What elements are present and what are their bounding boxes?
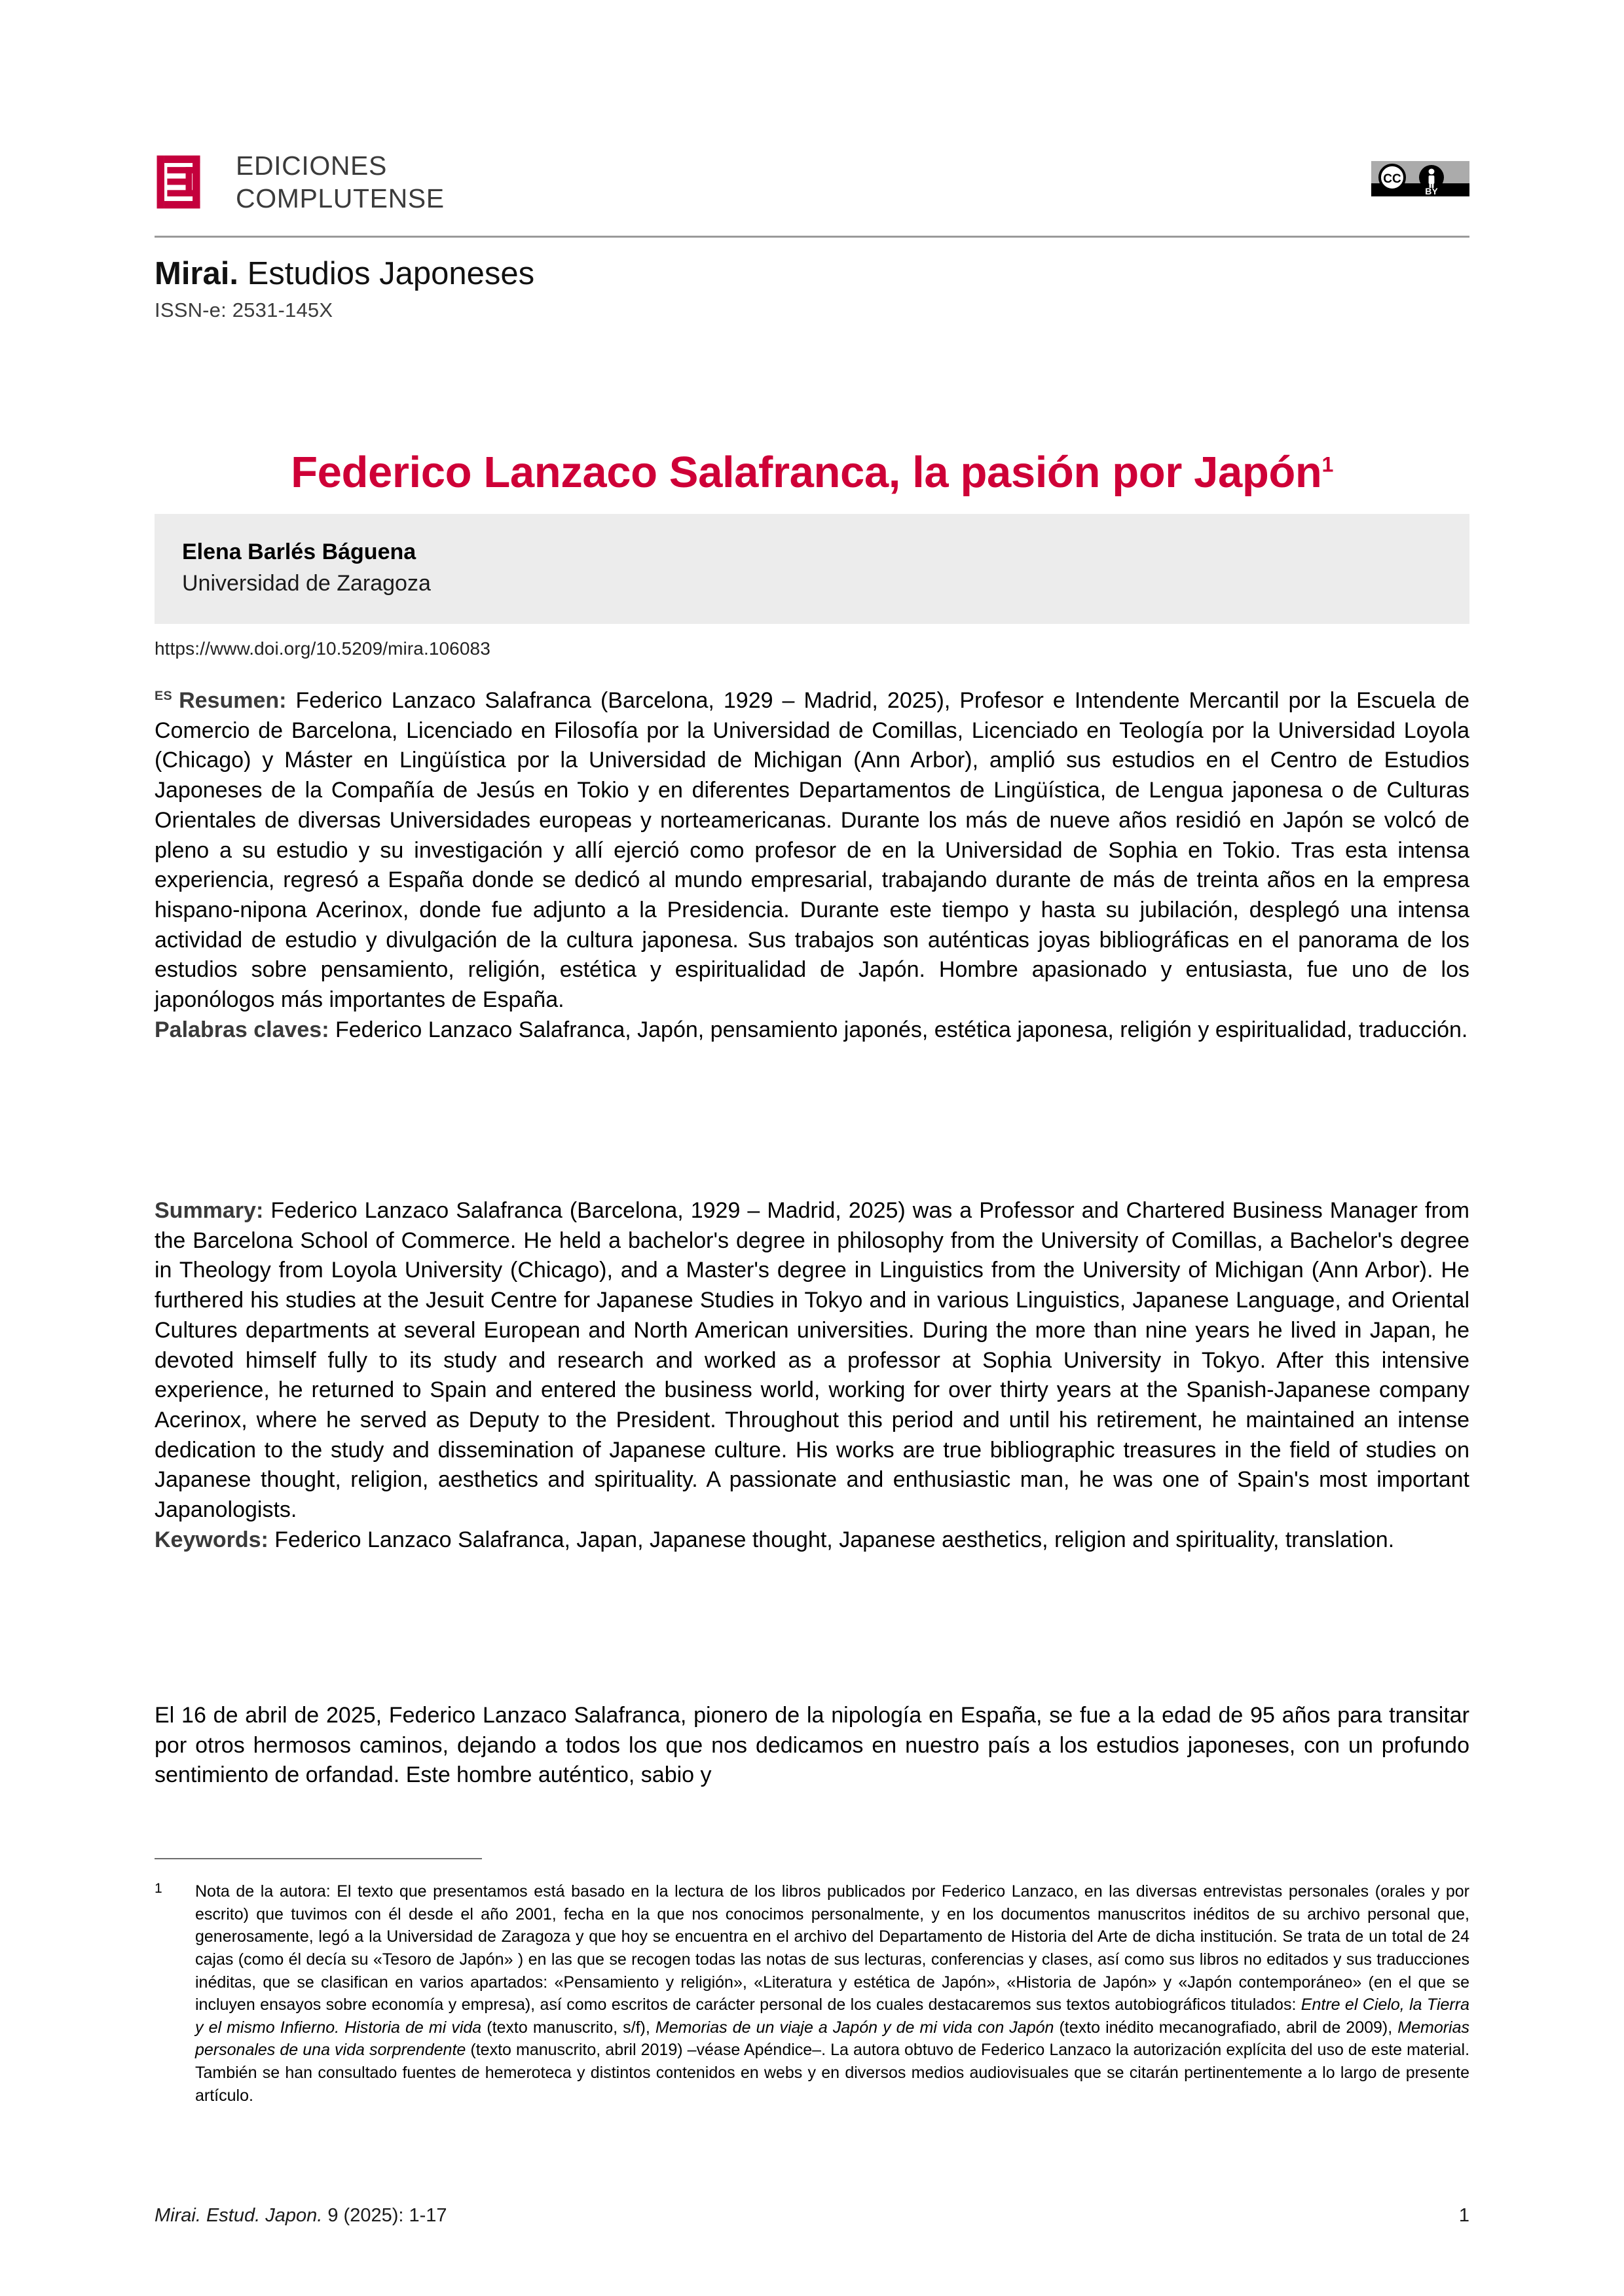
footnote-italic-1: Entre el Cielo, la Tierra y el mismo Infierno. Historia de mi vida [195, 1995, 1469, 2037]
author-affiliation: Universidad de Zaragoza [182, 571, 431, 596]
publisher-name [236, 149, 445, 215]
journal-title [155, 255, 1469, 293]
palabras-claves-line [155, 1015, 1469, 1046]
page-number: 1 [1458, 2205, 1469, 2226]
publisher-name-line2: COMPLUTENSE [236, 183, 445, 214]
journal-identity [155, 255, 1469, 322]
footnote-part-4: (texto manuscrito, abril 2019) –véase Apéndice–. La autora obtuvo de Federico Lanzaco la autorización explícita del uso de este material. También se han consultado fuentes de hemeroteca y distintos contenidos en webs y en diversos medios audiovisuales que se citarán pertinentemente a lo largo de presente artículo. [195, 2041, 1470, 2105]
footnote-text [195, 1880, 1469, 2107]
body-paragraph-1: El 16 de abril de 2025, Federico Lanzaco Salafranca, pionero de la nipología en España, se fue a la edad de 95 años para transitar por otros hermosos caminos, dejando a todos los que nos dedicamos en nuestro país a los estudios japoneses, con un profundo sentimiento de orfandad. Este hombre auténtico, sabio y [155, 1703, 1469, 1788]
author-name: Elena Barlés Báguena [182, 539, 416, 564]
publisher-name-line1: EDICIONES [236, 151, 387, 181]
footnote-divider [155, 1858, 482, 1859]
abstract-english [155, 1196, 1469, 1556]
svg-text:BY: BY [1425, 186, 1438, 196]
footer-citation [155, 2205, 447, 2227]
footnote-part-1: Nota de la autora: El texto que presentamos está basado en la lectura de los libros publicados por Federico Lanzaco, en las diversas entrevistas personales (orales y por escrito) que tuvimos con él desde el año 2001, fecha en la que nos conocimos personalmente, y en los documentos manuscritos inéditos de su archivo personal que, generosamente, legó a la Universidad de Zaragoza y que hoy se encuentra en el archivo del Departamento de Historia del Arte de dicha institución. Se trata de un total de 24 cajas (como él decía su «Tesoro de Japón» ) en las que se recogen todas las notas de sus lecturas, conferencias y clases, así como sus libros no editados y sus traducciones inéditas, que se clasifican en varios apartados: «Pensamiento y religión», «Literatura y estética de Japón», «Historia de Japón» y «Japón contemporáneo» (en el que se incluyen ensayos sobre economía y empresa), así como escritos de carácter personal de los cuales destacaremos sus textos autobiográficos titulados: [195, 1882, 1469, 2014]
footnote-italic-2: Memorias de un viaje a Japón y de mi vida con Japón [655, 2018, 1054, 2037]
article-title [155, 448, 1469, 497]
footnote-marker: 1 [155, 1881, 162, 1896]
keywords-text: Federico Lanzaco Salafranca, Japan, Japanese thought, Japanese aesthetics, religion and spirituality, translation. [268, 1527, 1395, 1552]
title-footnote-marker[interactable]: 1 [1321, 452, 1333, 477]
footnote-italic-3: Memorias personales de una vida sorprendente [195, 2018, 1470, 2060]
summary-text: Federico Lanzaco Salafranca (Barcelona, 1929 – Madrid, 2025) was a Professor and Chartered Business Manager from the Barcelona School of Commerce. He held a bachelor's degree in philosophy from the University of Comillas, a Bachelor's degree in Theology from Loyola University (Chicago), and a Master's degree in Linguistics from the University of Michigan (Ann Arbor). He furthered his studies at the Jesuit Centre for Japanese Studies in Tokyo and in various Linguistics, Japanese Language, and Oriental Cultures departments at several European and North American universities. During the more than nine years he lived in Japan, he devoted himself fully to its study and research and worked as a professor at Sophia University in Tokyo. After this intensive experience, he returned to Spain and entered the business world, working for over thirty years at the Spanish-Japanese company Acerinox, where he served as Deputy to the President. Throughout this period and until his retirement, he maintained an intense dedication to the study and dissemination of Japanese culture. His works are true bibliographic treasures in the field of studies on Japanese thought, religion, aesthetics and spirituality. A passionate and enthusiastic man, he was one of Spain's most important Japanologists. [155, 1198, 1469, 1523]
language-tag-es: ES [155, 688, 173, 703]
palabras-claves-text: Federico Lanzaco Salafranca, Japón, pensamiento japonés, estética japonesa, religión y espiritualidad, traducción. [329, 1017, 1468, 1042]
footnote-part-3: (texto inédito mecanografiado, abril de 2009), [1054, 2018, 1398, 2037]
article-title-text: Federico Lanzaco Salafranca, la pasión por Japón [291, 447, 1322, 497]
creative-commons-by-badge-icon[interactable] [1371, 161, 1469, 196]
summary-paragraph [155, 1196, 1469, 1525]
summary-label: Summary: [155, 1198, 264, 1223]
footnote-1 [155, 1880, 1469, 2107]
masthead [155, 149, 1469, 215]
palabras-claves-label: Palabras claves: [155, 1017, 329, 1042]
doi-link[interactable]: https://www.doi.org/10.5209/mira.106083 [155, 638, 490, 659]
resumen-text: Federico Lanzaco Salafranca (Barcelona, 1929 – Madrid, 2025), Profesor e Intendente Mercantil por la Escuela de Comercio de Barcelona, Licenciado en Filosofía por la Universidad de Comillas, Licenciado en Teología por la Universidad Loyola (Chicago) y Máster en Lingüística por la Universidad de Michigan (Ann Arbor), amplió sus estudios en el Centro de Estudios Japoneses de la Compañía de Jesús en Tokio y en diferentes Departamentos de Lingüística, de Lengua japonesa o de Culturas Orientales de diversas Universidades europeas y norteamericanas. Durante los más de nueve años residió en Japón se volcó de pleno a su estudio y su investigación y allí ejerció como profesor de en la Universidad de Sophia en Tokio. Tras esta intensa experiencia, regresó a España donde se dedicó al mundo empresarial, trabajando durante de más de treinta años en la empresa hispano-nipona Acerinox, donde fue adjunto a la Presidencia. Durante este tiempo y hasta su jubilación, desplegó una intensa actividad de estudio y divulgación de la cultura japonesa. Sus trabajos son auténticas joyas bibliográficas en el panorama de los estudios sobre pensamiento, religión, estética y espiritualidad de Japón. Hombre apasionado y entusiasta, fue uno de los japonólogos más importantes de España. [155, 688, 1469, 1013]
masthead-divider [155, 236, 1469, 238]
keywords-line [155, 1525, 1469, 1556]
journal-title-rest: Estudios Japoneses [238, 256, 535, 291]
journal-title-bold: Mirai. [155, 256, 238, 291]
ediciones-complutense-logo-icon [155, 153, 212, 211]
page-footer [155, 2205, 1469, 2227]
footnote-part-2: (texto manuscrito, s/f), [481, 2018, 655, 2037]
keywords-label: Keywords: [155, 1527, 268, 1552]
author-block [155, 514, 1469, 624]
journal-issn: ISSN-e: 2531-145X [155, 298, 333, 321]
resumen-label: Resumen: [179, 688, 287, 713]
footer-citation-journal: Mirai. Estud. Japon. [155, 2205, 323, 2226]
publisher-brand [155, 149, 445, 215]
abstract-spanish-paragraph [155, 686, 1469, 1015]
svg-text:CC: CC [1383, 172, 1401, 186]
abstract-spanish [155, 686, 1469, 1046]
body-text [155, 1701, 1469, 1791]
footer-citation-rest: 9 (2025): 1-17 [322, 2205, 447, 2226]
